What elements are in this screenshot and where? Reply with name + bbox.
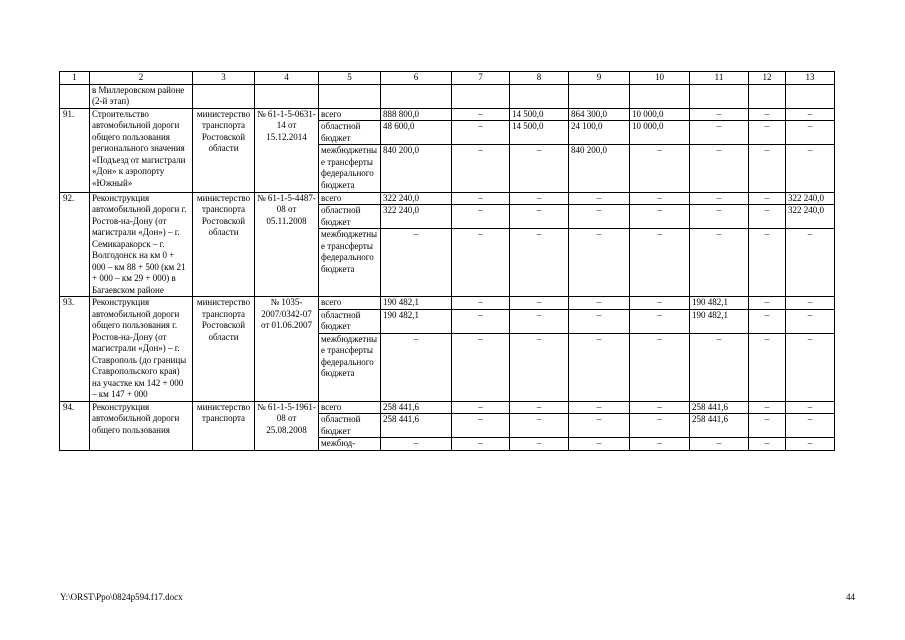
amount-cell [630, 297, 690, 402]
amount-value: – [749, 438, 785, 450]
sub-lines [630, 109, 689, 192]
amount-value: – [452, 309, 509, 333]
amount-value: – [657, 297, 662, 307]
funding-source: межбюджетные трансферты федерального бюджета [319, 145, 380, 192]
amount-value: 48 600,0 [381, 121, 451, 145]
budget-table [59, 71, 835, 451]
amount-value: – [536, 297, 542, 307]
column-number-2: 2 [90, 72, 193, 85]
column-number-13: 13 [786, 72, 835, 85]
amount-value: – [569, 438, 629, 450]
amount-value: – [478, 297, 483, 307]
amount-cell [630, 192, 690, 297]
amount-value: – [749, 121, 785, 145]
amount-value: – [510, 414, 568, 438]
sub-lines [510, 109, 568, 192]
amount-value: – [452, 414, 509, 438]
amount-value: 14 500,0 [512, 108, 544, 119]
amount-value: – [630, 309, 689, 333]
amount-cell [690, 192, 749, 297]
empty-cell [452, 84, 510, 108]
funding-source: областной бюджет [319, 121, 380, 145]
column-number-7: 7 [452, 72, 510, 85]
amount-value: 840 200,0 [381, 145, 451, 192]
amount-cell [690, 297, 749, 402]
sub-lines [630, 402, 689, 450]
amount-value: – [630, 333, 689, 380]
amount-value: – [452, 205, 509, 229]
object-name: Реконструкция автомобильной дороги общего пользования г. Ростов-на-Дону (от магистрали «Дон») – г. Ставрополь (до границы Ставропольского края) на участке км 142 + 000 – км 147 + 000 [90, 297, 193, 402]
sub-lines [569, 193, 629, 276]
amount-value: – [510, 229, 568, 276]
amount-value: – [786, 438, 834, 450]
amount-cell [381, 192, 452, 297]
amount-value: – [657, 401, 662, 412]
object-name: в Миллеровском районе (2-й этап) [90, 84, 193, 108]
footer-file-path: Y:\ORST\Ppo\0824p594.f17.docx [60, 592, 183, 602]
amount-cell [690, 401, 749, 450]
row-number: 92. [60, 192, 90, 297]
funding-source-cell [319, 192, 381, 297]
amount-value: – [569, 333, 629, 380]
funding-source: всего [321, 297, 342, 307]
empty-cell [319, 84, 381, 108]
amount-value: – [510, 333, 568, 380]
amount-cell [569, 401, 630, 450]
sub-lines [569, 402, 629, 450]
amount-cell [510, 297, 569, 402]
amount-value: – [536, 401, 542, 412]
sub-lines [690, 109, 748, 192]
footer-page-number: 44 [846, 592, 855, 602]
amount-value: – [596, 192, 602, 203]
amount-value: – [596, 297, 602, 307]
amount-value: – [452, 145, 509, 192]
amount-cell [452, 401, 510, 450]
amount-value: – [690, 229, 748, 276]
amount-value: – [690, 333, 748, 380]
object-name: Реконструкция автомобильной дороги г. Ростов-на-Дону (от магистрали «Дон») – г. Семикаракорск – г. Волгодонск на км 0 + 000 – км 88 + 500 (км 21 + 000 – км 29 + 000) в Багаевском районе [90, 192, 193, 297]
amount-value: – [478, 192, 483, 203]
amount-value: 258 441,6 [690, 414, 748, 438]
amount-value: – [786, 309, 834, 333]
column-number-6: 6 [381, 72, 452, 85]
amount-value: – [716, 192, 722, 203]
funding-source: всего [321, 108, 342, 119]
amount-value: – [807, 108, 813, 119]
sub-lines [786, 297, 834, 380]
amount-value: – [536, 192, 542, 203]
sub-lines [452, 297, 509, 380]
amount-value: – [630, 438, 689, 450]
amount-value: 190 482,1 [383, 297, 419, 307]
amount-value: – [510, 309, 568, 333]
funding-source: межбюджетные трансферты федерального бюджета [319, 229, 380, 276]
header-row [60, 72, 835, 85]
funding-source-cell [319, 401, 381, 450]
sub-lines [319, 193, 380, 276]
amount-value: 10 000,0 [632, 108, 664, 119]
sub-lines [690, 193, 748, 276]
sub-lines [452, 109, 509, 192]
empty-cell [510, 84, 569, 108]
document-reference: № 61-1-5-0631-14 от 15.12.2014 [255, 108, 319, 192]
amount-value: – [786, 414, 834, 438]
amount-value: – [569, 414, 629, 438]
amount-value: – [657, 192, 662, 203]
empty-cell [193, 84, 255, 108]
amount-value: 10 000,0 [630, 121, 689, 145]
amount-value: – [764, 297, 770, 307]
amount-cell [786, 297, 835, 402]
amount-value: – [786, 121, 834, 145]
amount-value: 322 240,0 [383, 192, 419, 203]
amount-cell [452, 297, 510, 402]
amount-value: – [630, 414, 689, 438]
amount-value: – [510, 205, 568, 229]
amount-cell [786, 192, 835, 297]
funding-source: всего [321, 192, 342, 203]
responsible-body: министерство транспорта [193, 401, 255, 450]
sub-lines [319, 109, 380, 192]
sub-lines [381, 297, 451, 380]
table-row [60, 401, 835, 450]
empty-cell [630, 84, 690, 108]
amount-cell [510, 192, 569, 297]
amount-value: – [749, 333, 785, 380]
amount-value: – [690, 205, 748, 229]
amount-value: – [749, 205, 785, 229]
object-name: Реконструкция автомобильной дороги общего пользования [90, 401, 193, 450]
amount-value: 888 800,0 [383, 108, 419, 119]
amount-value: – [749, 309, 785, 333]
funding-source: областной бюджет [319, 205, 380, 229]
amount-value: – [764, 108, 770, 119]
amount-value: 322 240,0 [788, 192, 824, 203]
amount-cell [749, 297, 786, 402]
amount-value: – [381, 333, 451, 380]
table-row [60, 108, 835, 192]
amount-value: 864 300,0 [571, 108, 607, 119]
column-number-5: 5 [319, 72, 381, 85]
empty-cell [786, 84, 835, 108]
sub-lines [510, 402, 568, 450]
amount-cell [749, 108, 786, 192]
document-reference: № 1035-2007/0342-07 от 01.06.2007 [255, 297, 319, 402]
amount-cell [569, 108, 630, 192]
column-number-8: 8 [510, 72, 569, 85]
column-number-10: 10 [630, 72, 690, 85]
amount-value: 258 441,6 [383, 401, 419, 412]
amount-value: – [381, 438, 451, 450]
empty-cell [569, 84, 630, 108]
sub-lines [510, 297, 568, 380]
funding-source: всего [321, 401, 342, 412]
table-row [60, 192, 835, 297]
amount-cell [381, 297, 452, 402]
row-number: 94. [60, 401, 90, 450]
sub-lines [319, 402, 380, 450]
amount-cell [786, 401, 835, 450]
amount-value: – [630, 205, 689, 229]
row-number: 91. [60, 108, 90, 192]
amount-cell [381, 108, 452, 192]
sub-lines [630, 297, 689, 380]
amount-value: – [478, 108, 483, 119]
amount-value: – [452, 438, 509, 450]
amount-cell [569, 192, 630, 297]
amount-value: – [510, 438, 568, 450]
amount-value: 190 482,1 [381, 309, 451, 333]
column-number-1: 1 [60, 72, 90, 85]
amount-value: – [630, 145, 689, 192]
amount-value: – [381, 229, 451, 276]
sub-lines [786, 402, 834, 450]
amount-value: – [764, 401, 770, 412]
sub-lines [319, 297, 380, 380]
funding-source-cell [319, 108, 381, 192]
column-number-12: 12 [749, 72, 786, 85]
amount-cell [630, 401, 690, 450]
sub-lines [749, 297, 785, 380]
amount-cell [630, 108, 690, 192]
table-row [60, 297, 835, 402]
amount-value: 258 441,6 [692, 401, 728, 412]
sub-lines [690, 402, 748, 450]
responsible-body: министерство транспорта Ростовской области [193, 192, 255, 297]
column-number-3: 3 [193, 72, 255, 85]
amount-value: – [569, 309, 629, 333]
amount-value: – [690, 438, 748, 450]
amount-value: – [452, 333, 509, 380]
amount-cell [452, 192, 510, 297]
amount-cell [510, 401, 569, 450]
sub-lines [786, 109, 834, 192]
funding-source: областной бюджет [319, 309, 380, 333]
funding-source: областной бюджет [319, 414, 380, 438]
responsible-body: министерство транспорта Ростовской области [193, 108, 255, 192]
amount-value: – [786, 145, 834, 192]
amount-value: 190 482,1 [690, 309, 748, 333]
responsible-body: министерство транспорта Ростовской области [193, 297, 255, 402]
amount-value: 258 441,6 [381, 414, 451, 438]
table-row-continued [60, 84, 835, 108]
funding-source: межбюджетные трансферты федерального бюджета [319, 333, 380, 380]
amount-cell [381, 401, 452, 450]
row-number: 93. [60, 297, 90, 402]
amount-value: – [478, 401, 483, 412]
empty-cell [690, 84, 749, 108]
amount-value: – [596, 401, 602, 412]
sub-lines [381, 402, 451, 450]
amount-value: – [786, 333, 834, 380]
amount-value: – [764, 192, 770, 203]
amount-value: – [569, 205, 629, 229]
sub-lines [630, 193, 689, 276]
sub-lines [381, 109, 451, 192]
amount-cell [452, 108, 510, 192]
sub-lines [749, 109, 785, 192]
amount-value: 840 200,0 [569, 145, 629, 192]
column-number-4: 4 [255, 72, 319, 85]
sub-lines [452, 402, 509, 450]
funding-source: межбюд- [319, 438, 380, 450]
sub-lines [510, 193, 568, 276]
sub-lines [690, 297, 748, 380]
amount-value: – [452, 121, 509, 145]
sub-lines [786, 193, 834, 276]
object-name: Строительство автомобильной дороги общего пользования регионального значения «Подъезд от магистрали «Дон» к аэропорту «Южный» [90, 108, 193, 192]
empty-cell [255, 84, 319, 108]
amount-value: – [569, 229, 629, 276]
empty-cell [749, 84, 786, 108]
column-number-11: 11 [690, 72, 749, 85]
amount-value: – [749, 414, 785, 438]
document-reference: № 61-1-5-1961-08 от 25.08.2008 [255, 401, 319, 450]
empty-cell [60, 84, 90, 108]
amount-value: 190 482,1 [692, 297, 728, 307]
amount-value: – [786, 229, 834, 276]
amount-value: – [510, 145, 568, 192]
amount-cell [690, 108, 749, 192]
sub-lines [569, 297, 629, 380]
amount-cell [749, 401, 786, 450]
sub-lines [749, 402, 785, 450]
amount-value: – [716, 108, 722, 119]
amount-cell [749, 192, 786, 297]
amount-value: – [807, 297, 813, 307]
amount-value: – [807, 401, 813, 412]
amount-value: 14 500,0 [510, 121, 568, 145]
sub-lines [381, 193, 451, 276]
amount-cell [786, 108, 835, 192]
amount-value: 322 240,0 [786, 205, 834, 229]
empty-cell [381, 84, 452, 108]
sub-lines [749, 193, 785, 276]
amount-cell [510, 108, 569, 192]
column-number-9: 9 [569, 72, 630, 85]
amount-value: – [690, 121, 748, 145]
sub-lines [569, 109, 629, 192]
amount-value: – [452, 229, 509, 276]
amount-value: 24 100,0 [569, 121, 629, 145]
amount-value: – [690, 145, 748, 192]
funding-source-cell [319, 297, 381, 402]
amount-value: – [749, 145, 785, 192]
sub-lines [452, 193, 509, 276]
document-reference: № 61-1-5-4487-08 от 05.11.2008 [255, 192, 319, 297]
amount-cell [569, 297, 630, 402]
amount-value: – [749, 229, 785, 276]
amount-value: 322 240,0 [381, 205, 451, 229]
amount-value: – [630, 229, 689, 276]
